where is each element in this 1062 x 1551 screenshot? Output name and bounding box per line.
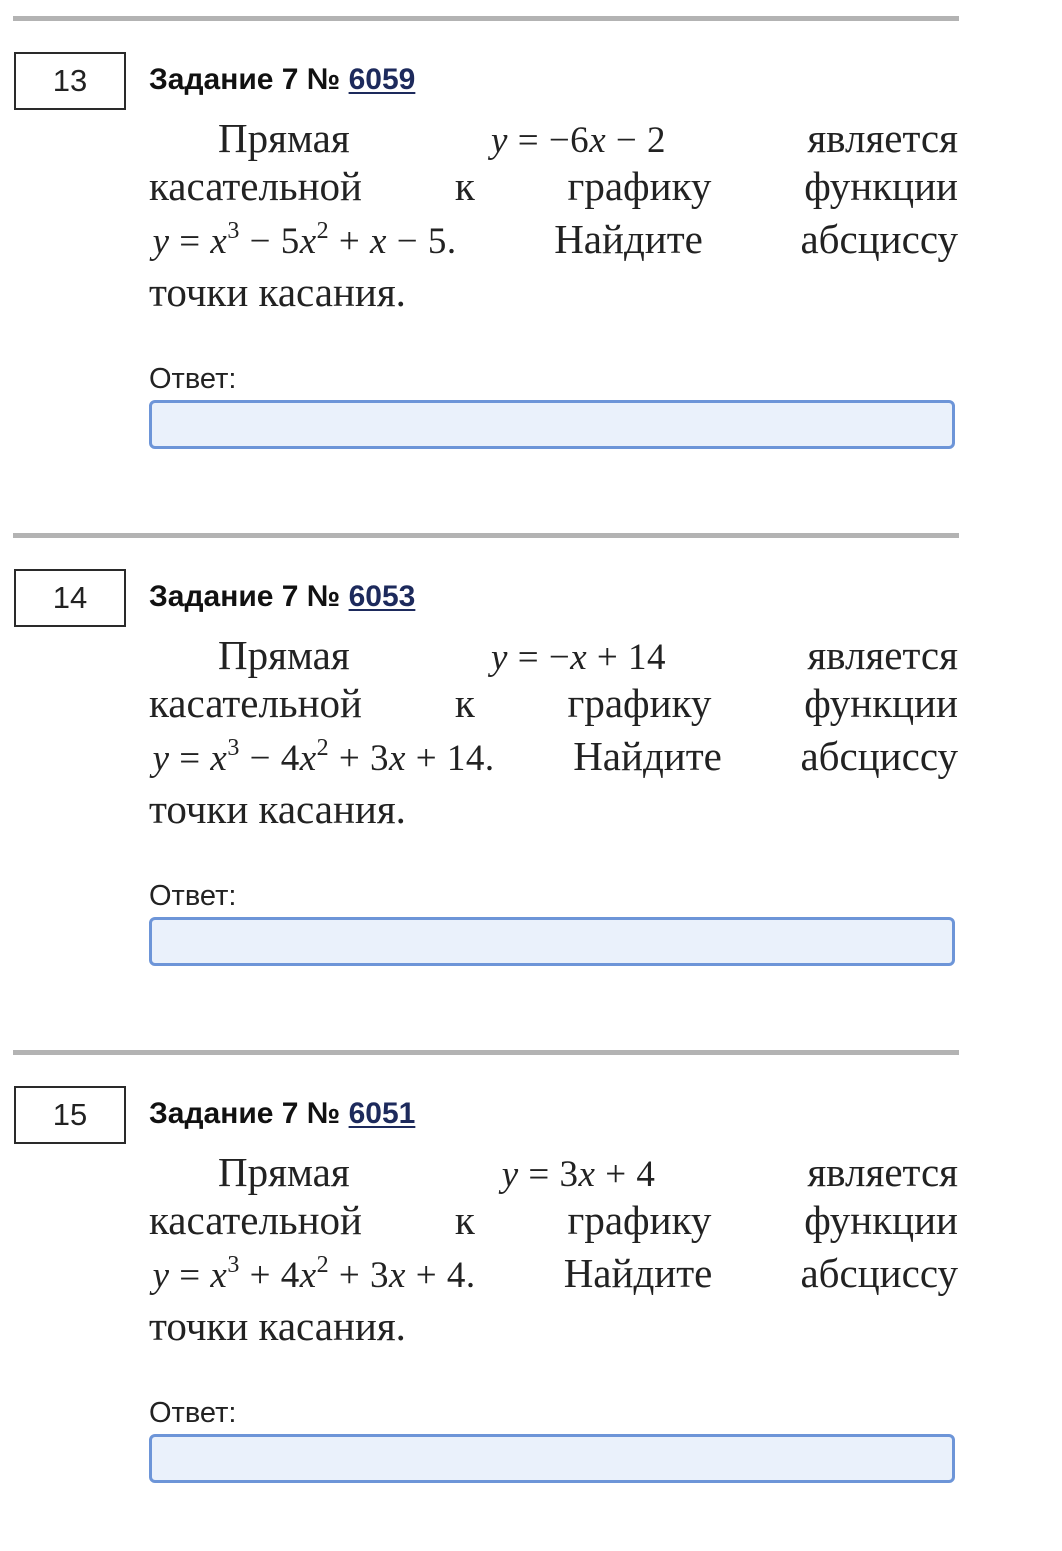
problem-text bbox=[149, 1148, 958, 1350]
task-title: Задание 7 № bbox=[149, 580, 341, 613]
task-15 bbox=[0, 1034, 1062, 1551]
problem-tail: точки касания. bbox=[149, 786, 406, 832]
task-id-link[interactable]: 6053 bbox=[348, 580, 416, 613]
answer-label: Ответ: bbox=[149, 1397, 237, 1429]
task-number-box: 15 bbox=[14, 1086, 126, 1144]
problem-line-1 bbox=[149, 114, 958, 162]
problem-line-3 bbox=[149, 210, 958, 268]
word-tangent: касательной bbox=[149, 680, 362, 726]
line-formula: y = −6x − 2 bbox=[491, 120, 666, 161]
word-graph: графику bbox=[567, 163, 712, 209]
word-line: Прямая bbox=[218, 632, 350, 678]
problem-line-1 bbox=[149, 631, 958, 679]
word-abscissa: абсциссу bbox=[800, 216, 958, 262]
word-find: Найдите bbox=[563, 1250, 713, 1296]
task-heading bbox=[149, 60, 415, 100]
function-formula: $y = x^3 - 5x^2 + x - 5$. bbox=[152, 218, 457, 262]
word-graph: графику bbox=[567, 1197, 712, 1243]
word-abscissa: абсциссу bbox=[800, 1250, 958, 1296]
word-tangent: касательной bbox=[149, 163, 362, 209]
line-formula: y = −x + 14 bbox=[491, 637, 666, 678]
task-divider bbox=[13, 533, 959, 538]
word-abscissa: абсциссу bbox=[800, 733, 958, 779]
answer-label: Ответ: bbox=[149, 880, 237, 912]
word-tangent: касательной bbox=[149, 1197, 362, 1243]
word-function: функции bbox=[804, 163, 958, 209]
word-is: является bbox=[807, 632, 958, 678]
answer-input[interactable] bbox=[149, 1434, 955, 1483]
task-13 bbox=[0, 0, 1062, 517]
task-number-box: 13 bbox=[14, 52, 126, 110]
line-formula: y = 3x + 4 bbox=[501, 1154, 656, 1195]
word-find: Найдите bbox=[554, 216, 703, 262]
task-id-link[interactable]: 6059 bbox=[348, 63, 416, 96]
task-divider bbox=[13, 16, 959, 21]
task-title: Задание 7 № bbox=[149, 1097, 341, 1130]
task-id-link[interactable]: 6051 bbox=[348, 1097, 416, 1130]
problem-line-3 bbox=[149, 1244, 958, 1302]
word-find: Найдите bbox=[573, 733, 722, 779]
problem-line-4 bbox=[149, 785, 958, 833]
word-to: к bbox=[454, 680, 475, 726]
problem-text bbox=[149, 114, 958, 316]
task-heading bbox=[149, 577, 415, 617]
word-is: является bbox=[807, 115, 958, 161]
problem-tail: точки касания. bbox=[149, 269, 406, 315]
problem-tail: точки касания. bbox=[149, 1303, 406, 1349]
word-line: Прямая bbox=[218, 115, 350, 161]
word-to: к bbox=[454, 1197, 475, 1243]
word-to: к bbox=[454, 163, 475, 209]
task-14 bbox=[0, 517, 1062, 1034]
problem-line-2 bbox=[149, 1196, 958, 1244]
word-function: функции bbox=[804, 1197, 958, 1243]
task-number-box: 14 bbox=[14, 569, 126, 627]
problem-line-4 bbox=[149, 268, 958, 316]
task-title: Задание 7 № bbox=[149, 63, 341, 96]
answer-input[interactable] bbox=[149, 400, 955, 449]
problem-line-3 bbox=[149, 727, 958, 785]
function-formula: $y = x^3 - 4x^2 + 3x + 14$. bbox=[152, 735, 495, 779]
word-graph: графику bbox=[567, 680, 712, 726]
problem-text bbox=[149, 631, 958, 833]
task-divider bbox=[13, 1050, 959, 1055]
answer-input[interactable] bbox=[149, 917, 955, 966]
answer-label: Ответ: bbox=[149, 363, 237, 395]
word-is: является bbox=[807, 1149, 958, 1195]
function-formula: $y = x^3 + 4x^2 + 3x + 4$. bbox=[152, 1252, 476, 1296]
word-function: функции bbox=[804, 680, 958, 726]
problem-line-2 bbox=[149, 162, 958, 210]
problem-line-2 bbox=[149, 679, 958, 727]
problem-line-4 bbox=[149, 1302, 958, 1350]
task-heading bbox=[149, 1094, 415, 1134]
word-line: Прямая bbox=[218, 1149, 350, 1195]
problem-line-1 bbox=[149, 1148, 958, 1196]
